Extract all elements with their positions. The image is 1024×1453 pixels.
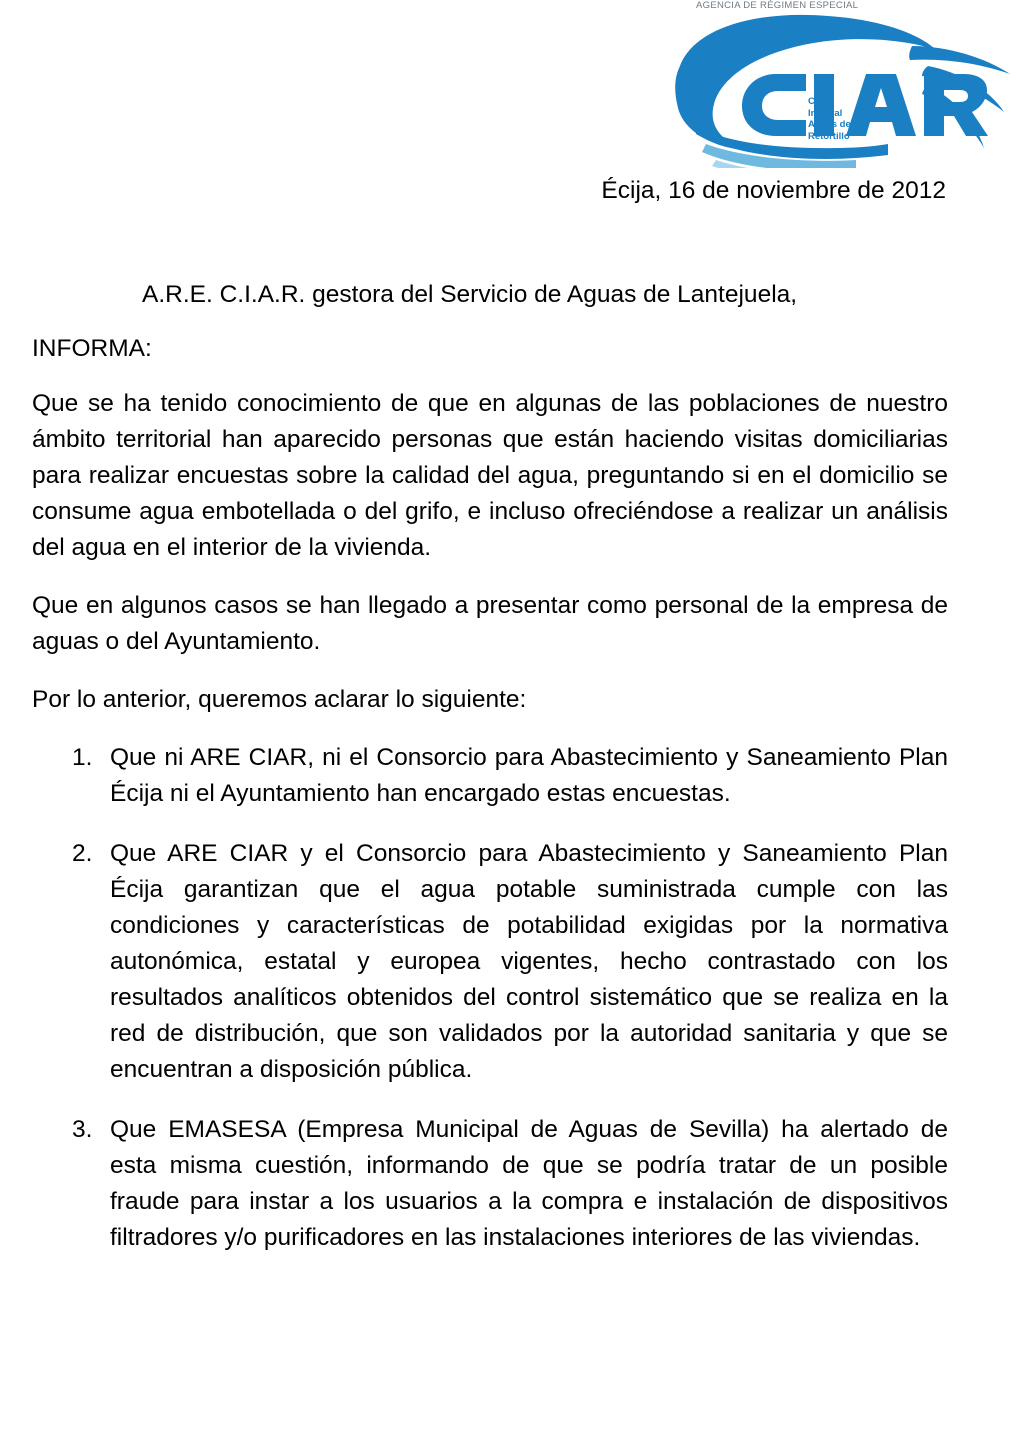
informa-label: INFORMA: [32, 335, 152, 362]
list-item: Que EMASESA (Empresa Municipal de Aguas de Sevilla) ha alertado de esta misma cuestión, informando de que se podría tratar de un posible fraude para instar a los usuarios a la compra e instalación de dispositivos filtradores y/o purificadores en las instalaciones interiores de las viviendas. [110, 1116, 948, 1251]
document-body [32, 0, 948, 1256]
date-line: Écija, 16 de noviembre de 2012 [601, 177, 946, 204]
logo-subtext-line-4: Retortillo [808, 130, 850, 142]
agency-tagline: AGENCIA DE RÉGIMEN ESPECIAL [696, 0, 859, 11]
logo-subtext-line-3: Aguas del [808, 119, 854, 130]
clarifications-list [32, 740, 948, 1256]
paragraph-2: Que en algunos casos se han llegado a presentar como personal de la empresa de aguas o del Ayuntamiento. [32, 592, 948, 655]
list-item: Que ni ARE CIAR, ni el Consorcio para Abastecimiento y Saneamiento Plan Écija ni el Ayuntamiento han encargado estas encuestas. [110, 744, 948, 807]
lead-in-text: Por lo anterior, queremos aclarar lo siguiente: [32, 686, 527, 713]
logo-subtext-line-1: Ciclo [808, 96, 832, 107]
salutation: A.R.E. C.I.A.R. gestora del Servicio de Aguas de Lantejuela, [142, 281, 798, 308]
list-item: Que ARE CIAR y el Consorcio para Abastecimiento y Saneamiento Plan Écija garantizan que el agua potable suministrada cumple con las condiciones y características de potabilidad exigidas por la normativa autonómica, estatal y europea vigentes, hecho contrastado con los resultados analíticos obtenidos del control sistemático que se realiza en la red de distribución, que son validados por la autoridad sanitaria y que se encuentran a disposición pública. [110, 840, 948, 1083]
logo-subtext-line-2: Integral [808, 107, 843, 119]
paragraph-1: Que se ha tenido conocimiento de que en algunas de las poblaciones de nuestro ámbito territorial han aparecido personas que están haciendo visitas domiciliarias para realizar encuestas sobre la calidad del agua, preguntando si en el domicilio se consume agua embotellada o del grifo, e incluso ofreciéndose a realizar un análisis del agua en el interior de la vivienda. [32, 390, 948, 561]
